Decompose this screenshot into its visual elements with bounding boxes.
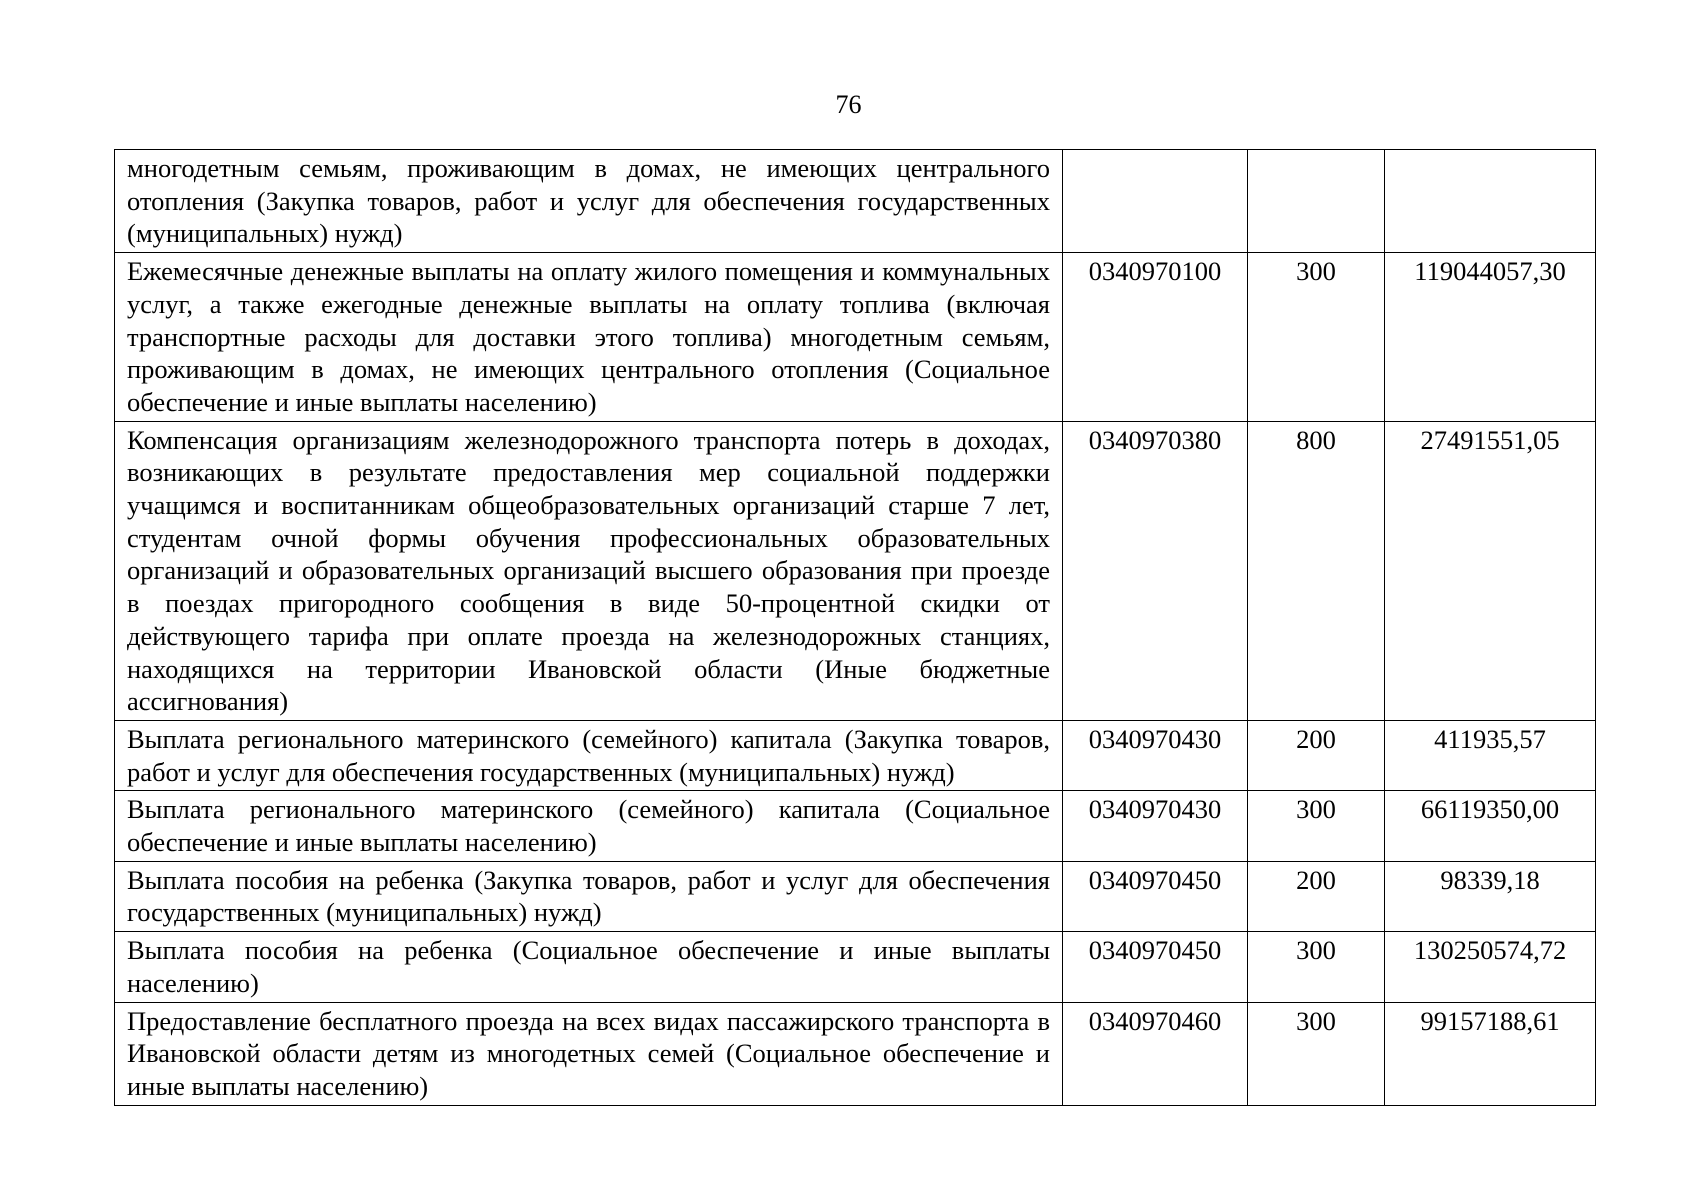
table-row [115, 791, 1596, 861]
table-row [115, 932, 1596, 1002]
row-target-code: 0340970430 [1063, 720, 1248, 790]
row-amount: 130250574,72 [1385, 932, 1596, 1002]
row-expense-type: 200 [1248, 861, 1385, 931]
row-target-code: 0340970100 [1063, 253, 1248, 422]
row-description: Выплата регионального материнского (семейного) капитала (Социальное обеспечение и иные выплаты населению) [115, 791, 1063, 861]
row-expense-type: 200 [1248, 720, 1385, 790]
table-row [115, 720, 1596, 790]
row-description: Компенсация организациям железнодорожного транспорта потерь в доходах, возникающих в результате предоставления мер социальной поддержки учащимся и воспитанникам общеобразовательных организаций старше 7 лет, студентам очной формы обучения профессиональных образовательных организаций и образовательных организаций высшего образования при проезде в поездах пригородного сообщения в виде 50-процентной скидки от действующего тарифа при оплате проезда на железнодорожных станциях, находящихся на территории Ивановской области (Иные бюджетные ассигнования) [115, 421, 1063, 720]
row-expense-type: 800 [1248, 421, 1385, 720]
row-description: Предоставление бесплатного проезда на всех видах пассажирского транспорта в Ивановской области детям из многодетных семей (Социальное обеспечение и иные выплаты населению) [115, 1002, 1063, 1105]
table-row [115, 150, 1596, 253]
table-row [115, 861, 1596, 931]
row-expense-type: 300 [1248, 1002, 1385, 1105]
table-row [115, 1002, 1596, 1105]
row-description: Выплата пособия на ребенка (Социальное обеспечение и иные выплаты населению) [115, 932, 1063, 1002]
row-description: Выплата пособия на ребенка (Закупка товаров, работ и услуг для обеспечения государственных (муниципальных) нужд) [115, 861, 1063, 931]
row-amount: 99157188,61 [1385, 1002, 1596, 1105]
row-amount: 66119350,00 [1385, 791, 1596, 861]
row-expense-type: 300 [1248, 791, 1385, 861]
row-target-code [1063, 150, 1248, 253]
row-amount [1385, 150, 1596, 253]
row-target-code: 0340970450 [1063, 861, 1248, 931]
row-description: многодетным семьям, проживающим в домах, не имеющих центрального отопления (Закупка товаров, работ и услуг для обеспечения государственных (муниципальных) нужд) [115, 150, 1063, 253]
row-amount: 98339,18 [1385, 861, 1596, 931]
table-row [115, 421, 1596, 720]
table-row [115, 253, 1596, 422]
row-amount: 411935,57 [1385, 720, 1596, 790]
page-number: 76 [835, 90, 862, 119]
row-expense-type: 300 [1248, 253, 1385, 422]
row-amount: 27491551,05 [1385, 421, 1596, 720]
budget-table [114, 149, 1596, 1106]
row-target-code: 0340970430 [1063, 791, 1248, 861]
row-expense-type: 300 [1248, 932, 1385, 1002]
row-target-code: 0340970380 [1063, 421, 1248, 720]
row-amount: 119044057,30 [1385, 253, 1596, 422]
row-expense-type [1248, 150, 1385, 253]
row-description: Ежемесячные денежные выплаты на оплату жилого помещения и коммунальных услуг, а также ежегодные денежные выплаты на оплату топлива (включая транспортные расходы для доставки этого топлива) многодетным семьям, проживающим в домах, не имеющих центрального отопления (Социальное обеспечение и иные выплаты населению) [115, 253, 1063, 422]
row-description: Выплата регионального материнского (семейного) капитала (Закупка товаров, работ и услуг для обеспечения государственных (муниципальных) нужд) [115, 720, 1063, 790]
row-target-code: 0340970460 [1063, 1002, 1248, 1105]
row-target-code: 0340970450 [1063, 932, 1248, 1002]
